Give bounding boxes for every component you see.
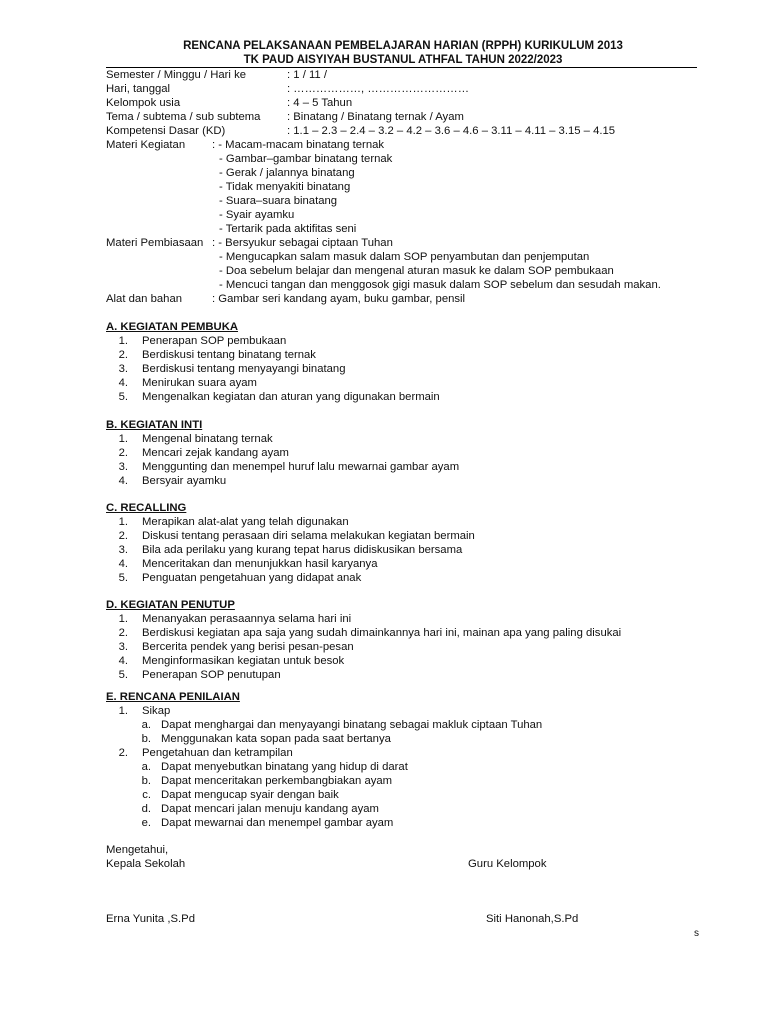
pembiasaan-item: - Mencuci tangan dan menggosok gigi masuk dalam SOP sebelum dan sesudah makan. <box>219 279 661 291</box>
alat-bahan-label: Alat dan bahan <box>106 293 183 305</box>
alat-bahan-value: : Gambar seri kandang ayam, buku gambar, pensil <box>212 293 466 305</box>
guru-kelompok-name: Siti Hanonah,S.Pd <box>486 913 579 925</box>
pembiasaan-item: - Doa sebelum belajar dan mengenal aturan masuk ke dalam SOP pembukaan <box>219 265 614 277</box>
materi-item: - Gerak / jalannya binatang <box>219 167 355 179</box>
item-number: 5. <box>118 391 128 403</box>
item-number: 4. <box>118 475 128 487</box>
list-item: Diskusi tentang perasaan diri selama melakukan kegiatan bermain <box>142 530 475 542</box>
info-label: Tema / subtema / sub subtema <box>106 111 261 123</box>
item-number: 4. <box>118 558 128 570</box>
sub-list-item: Dapat mencari jalan menuju kandang ayam <box>161 803 379 815</box>
item-number: 5. <box>118 669 128 681</box>
document-subtitle: TK PAUD AISYIYAH BUSTANUL ATHFAL TAHUN 2022/2023 <box>243 54 563 66</box>
kepala-sekolah-title: Kepala Sekolah <box>106 858 186 870</box>
materi-item: - Suara–suara binatang <box>219 195 338 207</box>
list-item: Mencari zejak kandang ayam <box>142 447 289 459</box>
list-item: Bila ada perilaku yang kurang tepat harus didiskusikan bersama <box>142 544 463 556</box>
list-item: Berdiskusi tentang binatang ternak <box>142 349 316 361</box>
pembiasaan-item: : - Bersyukur sebagai ciptaan Tuhan <box>212 237 393 249</box>
item-number: 1. <box>118 433 128 445</box>
materi-item: - Tidak menyakiti binatang <box>219 181 351 193</box>
info-label: Kelompok usia <box>106 97 181 109</box>
info-label: Hari, tanggal <box>106 83 171 95</box>
item-number: 3. <box>118 363 128 375</box>
pembiasaan-item: - Mengucapkan salam masuk dalam SOP penyambutan dan penjemputan <box>219 251 590 263</box>
section-heading: A. KEGIATAN PEMBUKA <box>106 321 239 333</box>
list-item: Menggunting dan menempel huruf lalu mewarnai gambar ayam <box>142 461 460 473</box>
item-number: 2. <box>118 747 128 759</box>
list-item: Menginformasikan kegiatan untuk besok <box>142 655 345 667</box>
item-number: 1. <box>118 705 128 717</box>
info-value: : 1 / 11 / <box>287 69 327 81</box>
materi-pembiasaan-label: Materi Pembiasaan <box>106 237 204 249</box>
info-label: Kompetensi Dasar (KD) <box>106 125 226 137</box>
item-number: 2. <box>118 530 128 542</box>
materi-item: - Syair ayamku <box>219 209 295 221</box>
list-item: Bercerita pendek yang berisi pesan-pesan <box>142 641 354 653</box>
item-letter: e. <box>141 817 151 829</box>
list-item: Menirukan suara ayam <box>142 377 257 389</box>
item-number: 4. <box>118 377 128 389</box>
sub-list-item: Dapat menyebutkan binatang yang hidup di darat <box>161 761 408 773</box>
item-letter: b. <box>141 775 151 787</box>
document-title: RENCANA PELAKSANAAN PEMBELAJARAN HARIAN (RPPH) KURIKULUM 2013 <box>183 40 623 52</box>
section-heading: E. RENCANA PENILAIAN <box>106 691 240 703</box>
item-number: 1. <box>118 335 128 347</box>
kepala-sekolah-name: Erna Yunita ,S.Pd <box>106 913 195 925</box>
item-letter: c. <box>142 789 151 801</box>
section-heading: D. KEGIATAN PENUTUP <box>106 599 235 611</box>
item-number: 1. <box>118 613 128 625</box>
item-number: 3. <box>118 641 128 653</box>
item-number: 2. <box>118 447 128 459</box>
item-letter: a. <box>141 719 151 731</box>
item-number: 3. <box>118 461 128 473</box>
item-number: 5. <box>118 572 128 584</box>
info-label: Semester / Minggu / Hari ke <box>106 69 247 81</box>
item-number: 3. <box>118 544 128 556</box>
list-item: Sikap <box>142 705 171 717</box>
list-item: Berdiskusi tentang menyayangi binatang <box>142 363 346 375</box>
item-letter: b. <box>141 733 151 745</box>
sub-list-item: Dapat mewarnai dan menempel gambar ayam <box>161 817 394 829</box>
section-heading: C. RECALLING <box>106 502 187 514</box>
list-item: Menanyakan perasaannya selama hari ini <box>142 613 352 625</box>
section-heading: B. KEGIATAN INTI <box>106 419 203 431</box>
materi-item: - Gambar–gambar binatang ternak <box>219 153 393 165</box>
sub-list-item: Dapat mengucap syair dengan baik <box>161 789 339 801</box>
sub-list-item: Dapat menghargai dan menyayangi binatang sebagai makluk ciptaan Tuhan <box>161 719 543 731</box>
info-value: : 4 – 5 Tahun <box>287 97 353 109</box>
list-item: Pengetahuan dan ketrampilan <box>142 747 293 759</box>
item-number: 2. <box>118 627 128 639</box>
list-item: Berdiskusi kegiatan apa saja yang sudah dimainkannya hari ini, mainan apa yang paling disukai <box>142 627 622 639</box>
guru-kelompok-title: Guru Kelompok <box>468 858 547 870</box>
info-value: : ………………, ……………………… <box>287 83 470 95</box>
materi-kegiatan-label: Materi Kegiatan <box>106 139 186 151</box>
list-item: Merapikan alat-alat yang telah digunakan <box>142 516 349 528</box>
list-item: Mengenalkan kegiatan dan aturan yang digunakan bermain <box>142 391 440 403</box>
item-number: 4. <box>118 655 128 667</box>
footer-mark: s <box>694 928 699 939</box>
sub-list-item: Menggunakan kata sopan pada saat bertanya <box>161 733 391 745</box>
list-item: Menceritakan dan menunjukkan hasil karyanya <box>142 558 378 570</box>
item-letter: d. <box>141 803 151 815</box>
item-letter: a. <box>141 761 151 773</box>
info-value: : Binatang / Binatang ternak / Ayam <box>287 111 464 123</box>
list-item: Bersyair ayamku <box>142 475 227 487</box>
sub-list-item: Dapat menceritakan perkembangbiakan ayam <box>161 775 393 787</box>
materi-item: : - Macam-macam binatang ternak <box>212 139 385 151</box>
item-number: 1. <box>118 516 128 528</box>
list-item: Mengenal binatang ternak <box>142 433 273 445</box>
info-value: : 1.1 – 2.3 – 2.4 – 3.2 – 4.2 – 3.6 – 4.6 – 3.11 – 4.11 – 3.15 – 4.15 <box>287 125 616 137</box>
materi-item: - Tertarik pada aktifitas seni <box>219 223 357 235</box>
mengetahui-text: Mengetahui, <box>106 844 169 856</box>
list-item: Penguatan pengetahuan yang didapat anak <box>142 572 362 584</box>
item-number: 2. <box>118 349 128 361</box>
list-item: Penerapan SOP penutupan <box>142 669 281 681</box>
list-item: Penerapan SOP pembukaan <box>142 335 287 347</box>
